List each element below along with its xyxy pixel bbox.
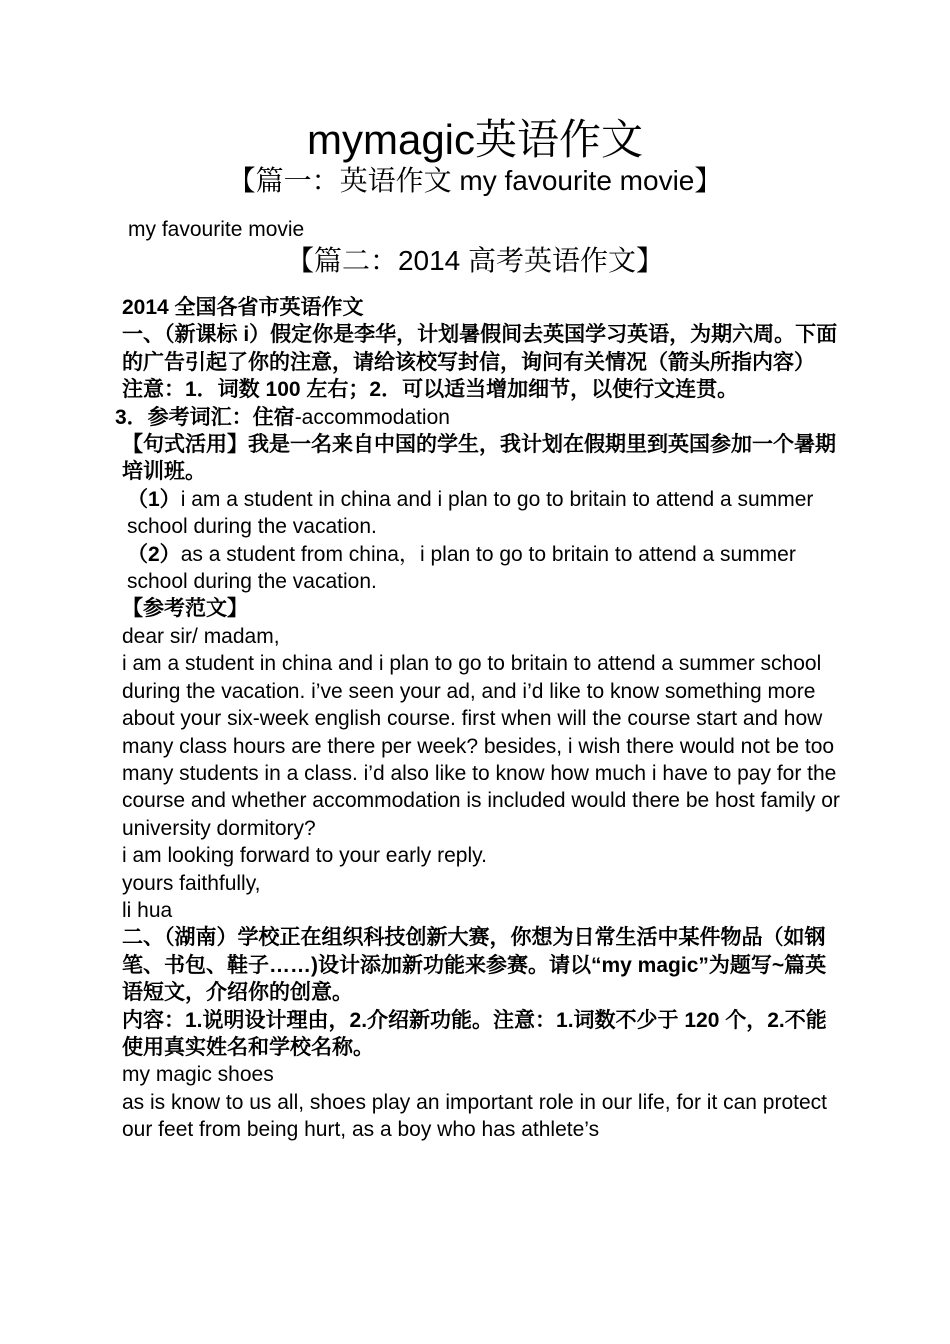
letter-signoff: yours faithfully, bbox=[122, 871, 261, 895]
letter-greeting: dear sir/ madam, bbox=[122, 624, 280, 648]
essay-2-body: as is know to us all, shoes play an important role in our life, for it can protect our feet from being hurt, as a boy who has athlete’s bbox=[122, 1090, 828, 1142]
letter-closing: i am looking forward to your early reply. bbox=[122, 844, 487, 868]
question-1-prompt: 一、（新课标 i）假定你是李华，计划暑假间去英国学习英语，为期六周。下面的广告引起了你的注意，请给该校写封信，询问有关情况（箭头所指内容） bbox=[122, 323, 838, 374]
sentence-example-2 bbox=[115, 541, 840, 596]
section-1-text: my favourite movie bbox=[128, 218, 305, 241]
example-1-number: （1） bbox=[127, 487, 181, 511]
question-2-requirements: 内容：1.说明设计理由，2.介绍新功能。注意：1.词数不少于 120 个，2.不能使用真实姓名和学校名称。 bbox=[122, 1008, 827, 1059]
document-body bbox=[115, 294, 840, 1144]
letter-body: i am a student in china and i plan to go to britain to attend a summer school during the vacation. i’ve seen your ad, and i’d like to know something more about your six-week english course. first when will the course start and how many class hours are there per week? besides, i wish there would not be too many students in a class. i’d also like to know how much i have to pay for the course and whether accommodation is included would there be host family or university dormitory? bbox=[122, 652, 840, 840]
question-2-prompt: 二、（湖南）学校正在组织科技创新大赛，你想为日常生活中某件物品（如钢笔、书包、鞋子……)设计添加新功能来参赛。请以“my magic”为题写~篇英语短文，介绍你的创意。 bbox=[122, 926, 827, 1005]
section-heading-2: 【篇二：2014 高考英语作文】 bbox=[285, 245, 665, 276]
example-1-text: i am a student in china and i plan to go to britain to attend a summer school during the vacation. bbox=[127, 487, 814, 539]
essay-collection-heading: 2014 全国各省市英语作文 bbox=[122, 296, 364, 319]
section-heading-1: 【篇一：英语作文 my favourite movie】 bbox=[227, 165, 723, 196]
sentence-practice: 【句式活用】我是一名来自中国的学生，我计划在假期里到英国参加一个暑期培训班。 bbox=[122, 433, 836, 484]
essay-2-title: my magic shoes bbox=[122, 1063, 274, 1087]
example-2-number: （2） bbox=[127, 542, 181, 566]
document-title: mymagic英语作文 bbox=[306, 116, 644, 163]
example-2-text: as a student from china，i plan to go to britain to attend a summer school during the vacation. bbox=[127, 542, 796, 594]
letter-signature: li hua bbox=[122, 898, 173, 922]
vocabulary-label: 3．参考词汇：住宿 bbox=[115, 405, 295, 429]
model-essay-label: 【参考范文】 bbox=[122, 597, 248, 621]
question-1-notes: 注意：1．词数 100 左右；2．可以适当增加细节，以使行文连贯。 bbox=[122, 378, 739, 402]
vocabulary-term: -accommodation bbox=[294, 405, 450, 429]
sentence-example-1 bbox=[115, 486, 840, 541]
question-1-vocabulary bbox=[115, 404, 840, 431]
